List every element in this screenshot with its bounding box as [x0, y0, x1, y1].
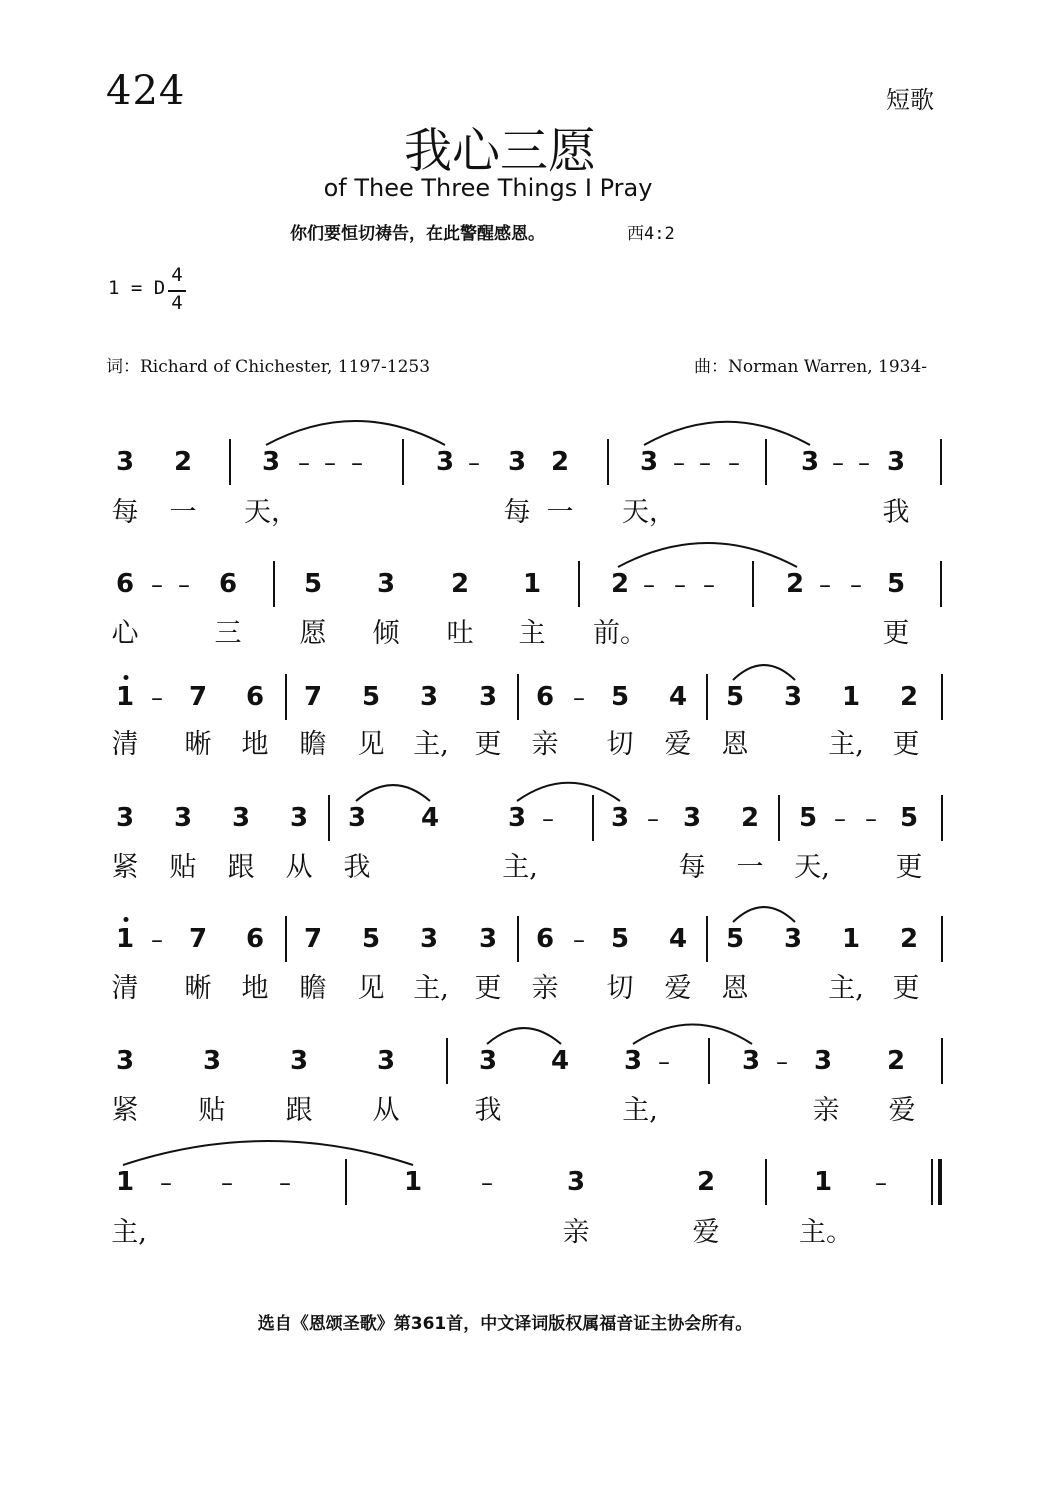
slur: [644, 422, 810, 445]
lyric-syllable: 从: [285, 852, 313, 883]
duration-dash: –: [542, 805, 554, 833]
lyric-syllable: 恩: [721, 729, 749, 760]
lyric-syllable: 更: [474, 729, 502, 760]
lyric-syllable: 主,: [413, 973, 449, 1004]
lyric-syllable: 一: [546, 497, 574, 528]
lyric-syllable: 主,: [828, 729, 864, 760]
lyric-syllable: 紧: [111, 852, 139, 883]
category-label: 短歌: [886, 86, 934, 114]
duration-dash: –: [850, 571, 862, 599]
note: 1: [115, 682, 135, 712]
note: 2: [785, 569, 805, 599]
lyric-syllable: 倾: [372, 618, 400, 649]
note: 3: [202, 1046, 222, 1076]
note: 3: [623, 1046, 643, 1076]
lyric-syllable: 天,: [794, 852, 830, 883]
lyric-syllable: 主,: [622, 1095, 658, 1126]
slur: [123, 1141, 413, 1165]
note: 2: [696, 1167, 716, 1197]
note: 7: [303, 682, 323, 712]
lyric-syllable: 切: [606, 973, 634, 1004]
slur: [517, 783, 620, 801]
lyric-syllable: 主。: [799, 1217, 853, 1248]
lyricist-credit: 词：Richard of Chichester, 1197-1253: [106, 357, 431, 377]
note: 5: [610, 924, 630, 954]
note: 3: [231, 803, 251, 833]
note: 5: [610, 682, 630, 712]
note: 6: [115, 569, 135, 599]
note: 7: [188, 682, 208, 712]
note: 7: [188, 924, 208, 954]
duration-dash: –: [658, 1048, 670, 1076]
lyric-syllable: 愿: [299, 618, 327, 649]
note: 3: [435, 447, 455, 477]
duration-dash: –: [728, 449, 740, 477]
note: 3: [741, 1046, 761, 1076]
lyric-syllable: 亲: [562, 1217, 590, 1248]
duration-dash: –: [643, 571, 655, 599]
duration-dash: –: [573, 926, 585, 954]
note: 3: [173, 803, 193, 833]
lyric-syllable: 主,: [111, 1217, 147, 1248]
time-signature-top: 4: [171, 264, 183, 286]
duration-dash: –: [699, 449, 711, 477]
duration-dash: –: [221, 1169, 233, 1197]
note: 6: [535, 682, 555, 712]
note: 1: [403, 1167, 423, 1197]
note: 2: [550, 447, 570, 477]
note: 3: [478, 1046, 498, 1076]
note: 3: [783, 924, 803, 954]
slur: [487, 1028, 561, 1044]
note: 3: [886, 447, 906, 477]
lyric-syllable: 我: [474, 1095, 502, 1126]
duration-dash: –: [160, 1169, 172, 1197]
hymn-number: 424: [106, 68, 186, 114]
scripture-reference: 西4:2: [627, 224, 675, 244]
lyric-syllable: 主: [518, 618, 546, 649]
note: 5: [361, 924, 381, 954]
note: 3: [115, 803, 135, 833]
duration-dash: –: [279, 1169, 291, 1197]
lyric-syllable: 亲: [812, 1095, 840, 1126]
note: 3: [419, 682, 439, 712]
note: 2: [450, 569, 470, 599]
slur: [733, 907, 795, 922]
duration-dash: –: [832, 449, 844, 477]
note: 4: [668, 682, 688, 712]
lyric-syllable: 见: [357, 729, 385, 760]
lyric-syllable: 一: [736, 852, 764, 883]
duration-dash: –: [468, 449, 480, 477]
lyric-syllable: 瞻: [299, 729, 327, 760]
note: 5: [725, 682, 745, 712]
duration-dash: –: [858, 449, 870, 477]
note: 1: [115, 924, 135, 954]
lyric-syllable: 心: [111, 618, 139, 649]
title-english: of Thee Three Things I Pray: [323, 174, 653, 202]
lyric-syllable: 更: [892, 729, 920, 760]
lyric-syllable: 晰: [184, 729, 212, 760]
lyric-syllable: 每: [503, 497, 531, 528]
lyric-syllable: 贴: [169, 852, 197, 883]
note: 3: [813, 1046, 833, 1076]
duration-dash: –: [703, 571, 715, 599]
note: 4: [420, 803, 440, 833]
key-signature: 1 = D: [108, 277, 166, 299]
lyric-syllable: 晰: [184, 973, 212, 1004]
lyric-syllable: 地: [241, 973, 269, 1004]
note: 3: [261, 447, 281, 477]
lyric-syllable: 我: [882, 497, 910, 528]
note: 1: [522, 569, 542, 599]
lyric-syllable: 爱: [664, 729, 692, 760]
note: 2: [610, 569, 630, 599]
lyric-syllable: 天，: [622, 497, 676, 528]
note: 3: [289, 1046, 309, 1076]
lyric-syllable: 主,: [828, 973, 864, 1004]
duration-dash: –: [647, 805, 659, 833]
note: 6: [535, 924, 555, 954]
lyric-syllable: 吐: [446, 618, 474, 649]
lyric-syllable: 切: [606, 729, 634, 760]
note: 2: [740, 803, 760, 833]
note: 2: [173, 447, 193, 477]
duration-dash: –: [875, 1169, 887, 1197]
note: 7: [303, 924, 323, 954]
duration-dash: –: [865, 805, 877, 833]
note: 3: [347, 803, 367, 833]
lyric-syllable: 见: [357, 973, 385, 1004]
duration-dash: –: [151, 571, 163, 599]
slur: [356, 785, 430, 801]
lyric-syllable: 更: [474, 973, 502, 1004]
duration-dash: –: [151, 684, 163, 712]
note: 3: [610, 803, 630, 833]
note: 3: [682, 803, 702, 833]
duration-dash: –: [324, 449, 336, 477]
duration-dash: –: [673, 449, 685, 477]
duration-dash: –: [481, 1169, 493, 1197]
note: 5: [886, 569, 906, 599]
lyric-syllable: 跟: [227, 852, 255, 883]
slur: [618, 543, 797, 567]
lyric-syllable: 贴: [198, 1095, 226, 1126]
slur: [633, 1024, 752, 1044]
duration-dash: –: [151, 926, 163, 954]
note: 1: [841, 682, 861, 712]
lyric-syllable: 亲: [531, 729, 559, 760]
note: 4: [668, 924, 688, 954]
note: 3: [566, 1167, 586, 1197]
lyric-syllable: 爱: [692, 1217, 720, 1248]
lyric-syllable: 前。: [593, 618, 647, 649]
duration-dash: –: [351, 449, 363, 477]
duration-dash: –: [776, 1048, 788, 1076]
lyric-syllable: 一: [169, 497, 197, 528]
note: 2: [899, 682, 919, 712]
duration-dash: –: [573, 684, 585, 712]
time-signature-bottom: 4: [171, 292, 183, 314]
lyric-syllable: 爱: [664, 973, 692, 1004]
note: 5: [899, 803, 919, 833]
lyric-syllable: 更: [892, 973, 920, 1004]
slur: [266, 421, 445, 445]
note: 3: [419, 924, 439, 954]
composer-credit: 曲：Norman Warren, 1934-: [694, 357, 928, 377]
note: 3: [800, 447, 820, 477]
lyric-syllable: 跟: [285, 1095, 313, 1126]
note: 5: [303, 569, 323, 599]
note: 3: [783, 682, 803, 712]
duration-dash: –: [178, 571, 190, 599]
duration-dash: –: [298, 449, 310, 477]
lyric-syllable: 每: [111, 497, 139, 528]
note: 1: [813, 1167, 833, 1197]
lyric-syllable: 天，: [244, 497, 298, 528]
lyric-syllable: 每: [678, 852, 706, 883]
note: 5: [798, 803, 818, 833]
lyric-syllable: 恩: [721, 973, 749, 1004]
duration-dash: –: [674, 571, 686, 599]
lyric-syllable: 更: [882, 618, 910, 649]
note: 3: [289, 803, 309, 833]
lyric-syllable: 从: [372, 1095, 400, 1126]
scripture-verse: 你们要恒切祷告，在此警醒感恩。: [290, 224, 545, 244]
lyric-syllable: 亲: [531, 973, 559, 1004]
title-chinese: 我心三愿: [403, 123, 596, 179]
lyric-syllable: 我: [343, 852, 371, 883]
lyric-syllable: 清: [111, 973, 139, 1004]
note: 6: [245, 682, 265, 712]
note: 6: [245, 924, 265, 954]
duration-dash: –: [834, 805, 846, 833]
note: 5: [361, 682, 381, 712]
lyric-syllable: 三: [214, 618, 242, 649]
note: 3: [507, 803, 527, 833]
note: 3: [507, 447, 527, 477]
lyric-syllable: 瞻: [299, 973, 327, 1004]
lyric-syllable: 爱: [888, 1095, 916, 1126]
lyric-syllable: 主,: [502, 852, 538, 883]
lyric-syllable: 主,: [413, 729, 449, 760]
note: 4: [550, 1046, 570, 1076]
slur: [733, 665, 795, 680]
note: 3: [376, 569, 396, 599]
note: 3: [115, 1046, 135, 1076]
note: 3: [376, 1046, 396, 1076]
note: 6: [218, 569, 238, 599]
note: 3: [478, 924, 498, 954]
lyric-syllable: 更: [895, 852, 923, 883]
note: 5: [725, 924, 745, 954]
note: 1: [841, 924, 861, 954]
lyric-syllable: 紧: [111, 1095, 139, 1126]
note: 2: [899, 924, 919, 954]
copyright-footer: 选自《恩颂圣歌》第361首，中文译词版权属福音证主协会所有。: [257, 1314, 753, 1334]
note: 3: [639, 447, 659, 477]
note: 3: [115, 447, 135, 477]
lyric-syllable: 清: [111, 729, 139, 760]
lyric-syllable: 地: [241, 729, 269, 760]
note: 3: [478, 682, 498, 712]
note: 1: [115, 1167, 135, 1197]
note: 2: [886, 1046, 906, 1076]
duration-dash: –: [819, 571, 831, 599]
